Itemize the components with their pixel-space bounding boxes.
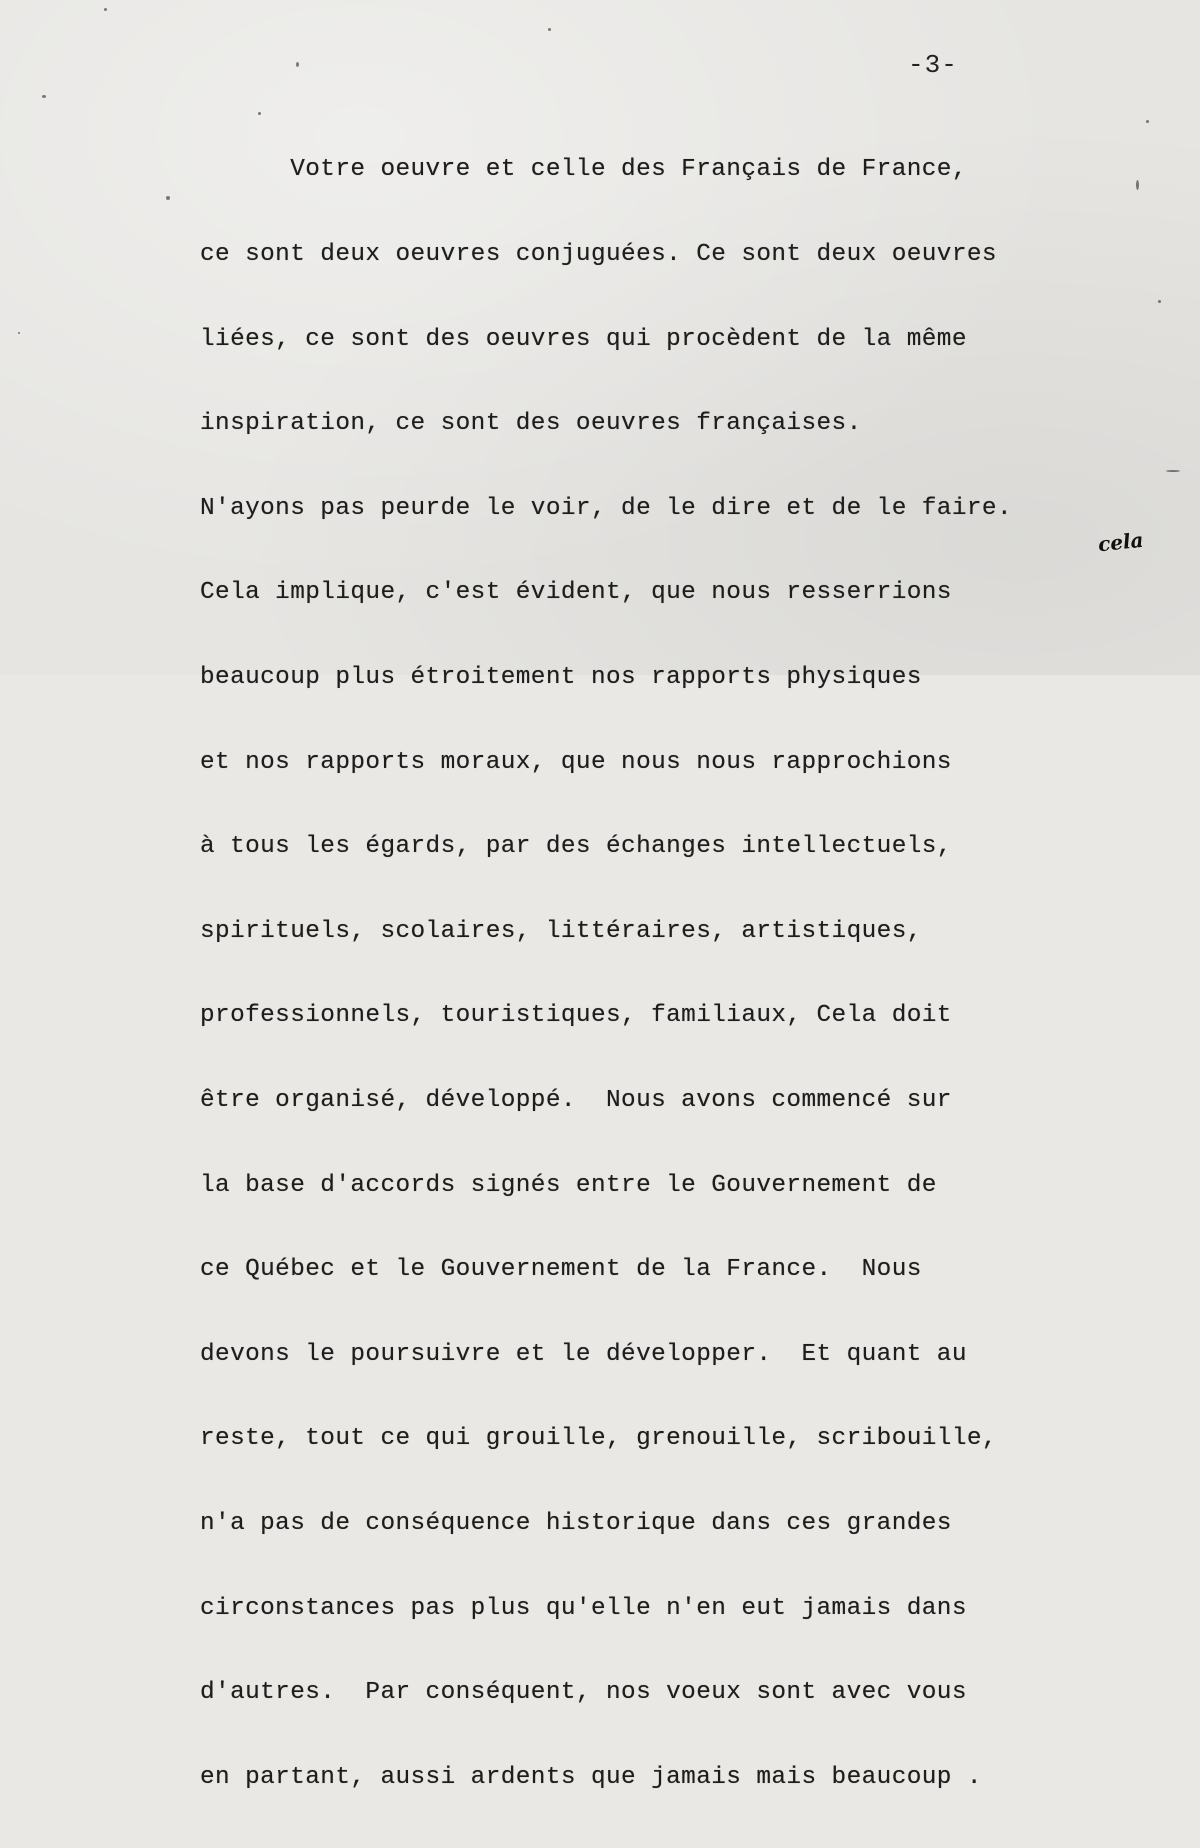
text-line: spirituels, scolaires, littéraires, artistiques,: [200, 917, 922, 945]
ink-speck: [18, 332, 20, 334]
ink-speck: [548, 28, 551, 31]
text-line: d'autres. Par conséquent, nos voeux sont avec vous: [200, 1679, 967, 1707]
text-line: reste, tout ce qui grouille, grenouille, scribouille,: [200, 1425, 997, 1453]
typewritten-body: [200, 100, 1080, 1848]
ink-speck: [1136, 180, 1139, 190]
text-line: Cela implique, c'est évident, que nous resserrions: [200, 579, 952, 607]
ink-speck: [296, 62, 299, 67]
text-line: liées, ce sont des oeuvres qui procèdent de la même: [200, 325, 967, 353]
page-number: -3-: [908, 50, 958, 80]
text-line: être organisé, développé. Nous avons commencé sur: [200, 1086, 952, 1114]
text-line: beaucoup plus étroitement nos rapports physiques: [200, 663, 922, 691]
text-line: ce sont deux oeuvres conjuguées. Ce sont deux oeuvres: [200, 241, 997, 268]
text-line: la base d'accords signés entre le Gouvernement de: [200, 1171, 937, 1199]
handwritten-margin-note: cela: [1096, 527, 1145, 557]
text-line: inspiration, ce sont des oeuvres françaises.: [200, 410, 862, 438]
ink-speck: [1166, 470, 1180, 472]
ink-speck: [104, 8, 107, 11]
text-line: n'a pas de conséquence historique dans ces grandes: [200, 1509, 952, 1537]
text-line: et nos rapports moraux, que nous nous rapprochions: [200, 748, 952, 776]
text-line: professionnels, touristiques, familiaux, Cela doit: [200, 1002, 952, 1030]
text-line: circonstances pas plus qu'elle n'en eut jamais dans: [200, 1594, 967, 1622]
text-line: en partant, aussi ardents que jamais mais beaucoup .: [200, 1763, 982, 1791]
text-line: devons le poursuivre et le développer. Et quant au: [200, 1340, 967, 1368]
text-line: à tous les égards, par des échanges intellectuels,: [200, 833, 952, 861]
text-line: N'ayons pas peurde le voir, de le dire et de le faire.: [200, 494, 1012, 522]
text-line: ce Québec et le Gouvernement de la France. Nous: [200, 1256, 922, 1284]
ink-speck: [166, 196, 170, 200]
text-line: Votre oeuvre et celle des Français de France,: [200, 156, 967, 184]
ink-speck: [1158, 300, 1161, 303]
ink-speck: [42, 95, 46, 98]
ink-speck: [1146, 120, 1149, 123]
